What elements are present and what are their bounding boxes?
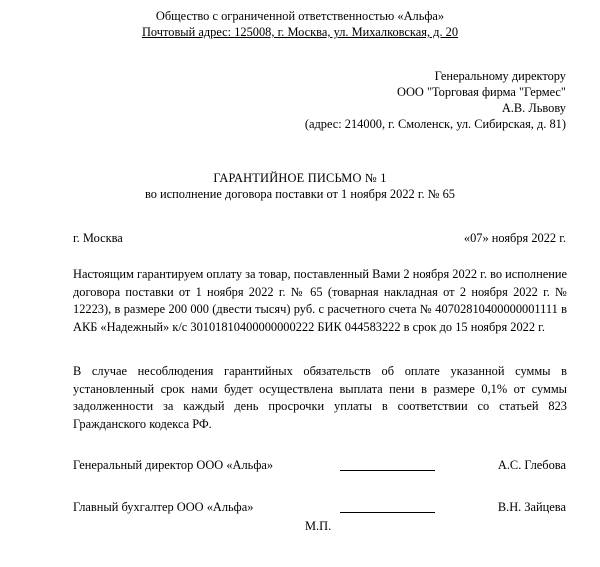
letter-title: ГАРАНТИЙНОЕ ПИСЬМО № 1 bbox=[213, 171, 387, 185]
accountant-name: В.Н. Зайцева bbox=[497, 500, 566, 514]
recipient-organization: ООО "Торговая фирма "Гермес" bbox=[397, 85, 566, 99]
director-title: Генеральный директор ООО «Альфа» bbox=[73, 458, 274, 472]
accountant-signature-line bbox=[340, 512, 435, 513]
director-name: А.С. Глебова bbox=[497, 458, 566, 472]
company-address bbox=[0, 25, 600, 40]
recipient-address: (адрес: 214000, г. Смоленск, ул. Сибирская, д. 81) bbox=[304, 117, 566, 131]
body-paragraph-penalty: В случае несоблюдения гарантийных обязательств об оплате указанной суммы в установленный срок нами будет осуществлена выплата пени в размере 0,1% от суммы задолженности за каждый день просрочки уплаты в соответствии со статьей 823 Гражданского кодекса РФ. bbox=[73, 364, 567, 431]
letter-subtitle: во исполнение договора поставки от 1 ноября 2022 г. № 65 bbox=[144, 187, 456, 201]
accountant-title: Главный бухгалтер ООО «Альфа» bbox=[73, 500, 254, 514]
recipient-name: А.В. Львову bbox=[501, 101, 566, 115]
letter-date: «07» ноября 2022 г. bbox=[463, 231, 566, 245]
company-address-text: Почтовый адрес: 125008, г. Москва, ул. Михалковская, д. 20 bbox=[141, 25, 459, 39]
letter-city: г. Москва bbox=[73, 231, 123, 245]
company-name: Общество с ограниченной ответственностью «Альфа» bbox=[155, 9, 445, 23]
director-signature-line bbox=[340, 470, 435, 471]
recipient-block bbox=[305, 68, 566, 132]
recipient-position: Генеральному директору bbox=[434, 69, 566, 83]
stamp-place: М.П. bbox=[305, 519, 332, 533]
body-paragraph-guarantee: Настоящим гарантируем оплату за товар, поставленный Вами 2 ноября 2022 г. во исполнение договора поставки от 1 ноября 2022 г. № 65 (товарная накладная от 2 ноября 2022 г. № 12223), в размере 200 000 (двести тысяч) руб. с расчетного счета № 40702810400000001111 в АКБ «Надежный» к/с 30101810400000000222 БИК 044583222 в срок до 15 ноября 2022 г. bbox=[73, 267, 567, 334]
